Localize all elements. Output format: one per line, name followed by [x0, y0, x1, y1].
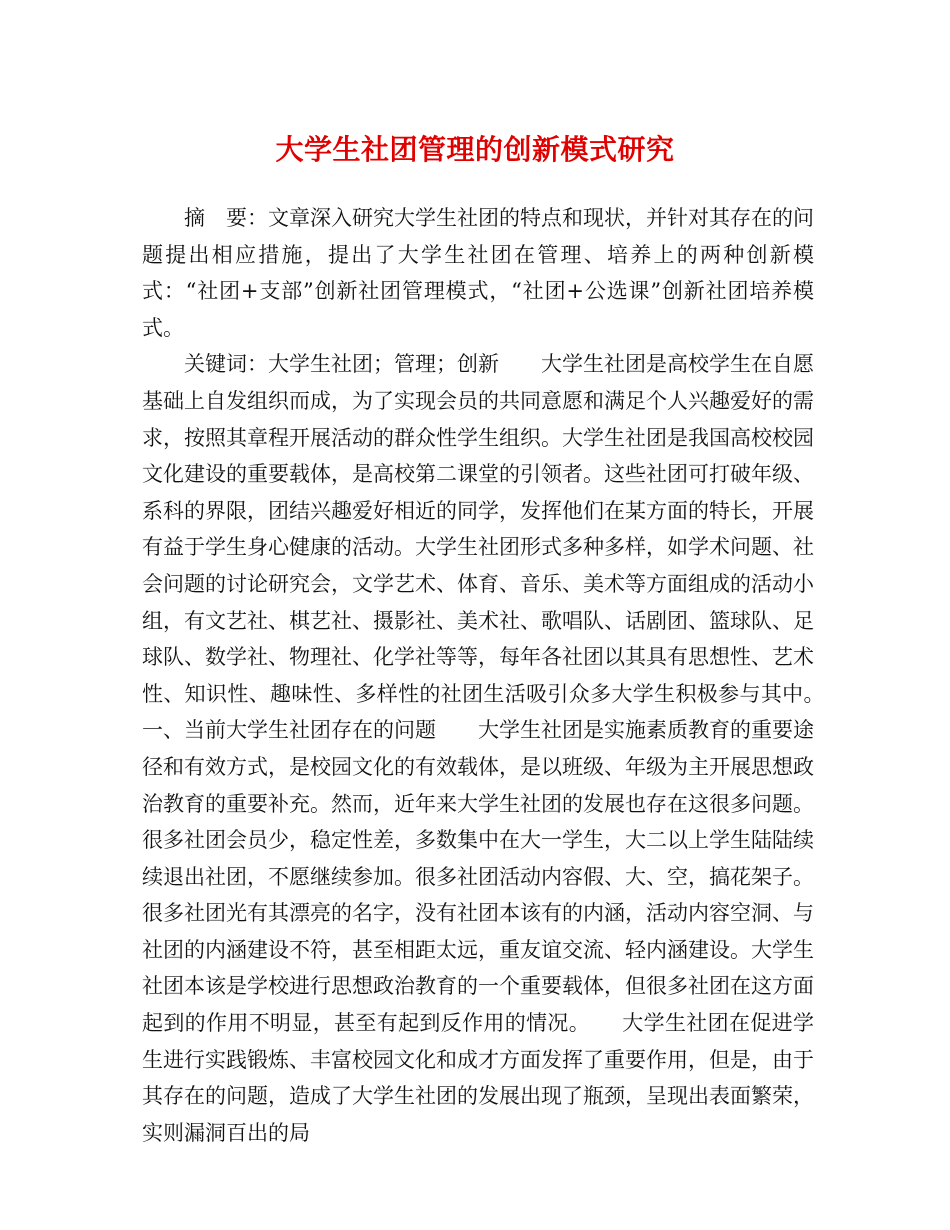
abstract-paragraph: 摘 要：文章深入研究大学生社团的特点和现状，并针对其存在的问题提出相应措施，提出了大学生社团在管理、培养上的两种创新模式：“社团+支部”创新社团管理模式，“社团+公选课”创新社团培养模式。: [142, 206, 814, 340]
keywords-and-body-paragraph: 关键词：大学生社团；管理；创新 大学生社团是高校学生在自愿基础上自发组织而成，为了实现会员的共同意愿和满足个人兴趣爱好的需求，按照其章程开展活动的群众性学生组织。大学生社团是我国高校校园文化建设的重要载体，是高校第二课堂的引领者。这些社团可打破年级、系科的界限，团结兴趣爱好相近的同学，发挥他们在某方面的特长，开展有益于学生身心健康的活动。大学生社团形式多种多样，如学术问题、社会问题的讨论研究会，文学艺术、体育、音乐、美术等方面组成的活动小组，有文艺社、棋艺社、摄影社、美术社、歌唱队、话剧团、篮球队、足球队、数学社、物理社、化学社等等，每年各社团以其具有思想性、艺术性、知识性、趣味性、多样性的社团生活吸引众多大学生积极参与其中。 一、当前大学生社团存在的问题 大学生社团是实施素质教育的重要途径和有效方式，是校园文化的有效载体，是以班级、年级为主开展思想政治教育的重要补充。然而，近年来大学生社团的发展也存在这很多问题。很多社团会员少，稳定性差，多数集中在大一学生，大二以上学生陆陆续续退出社团，不愿继续参加。很多社团活动内容假、大、空，搞花架子。很多社团光有其漂亮的名字，没有社团本该有的内涵，活动内容空洞、与社团的内涵建设不符，甚至相距太远，重友谊交流、轻内涵建设。大学生社团本该是学校进行思想政治教育的一个重要载体，但很多社团在这方面起到的作用不明显，甚至有起到反作用的情况。 大学生社团在促进学生进行实践锻炼、丰富校园文化和成才方面发挥了重要作用，但是，由于其存在的问题，造成了大学生社团的发展出现了瓶颈，呈现出表面繁荣，实则漏洞百出的局: [142, 352, 856, 1145]
document-title: 大学生社团管理的创新模式研究: [275, 133, 675, 166]
document-body: [142, 200, 856, 1151]
